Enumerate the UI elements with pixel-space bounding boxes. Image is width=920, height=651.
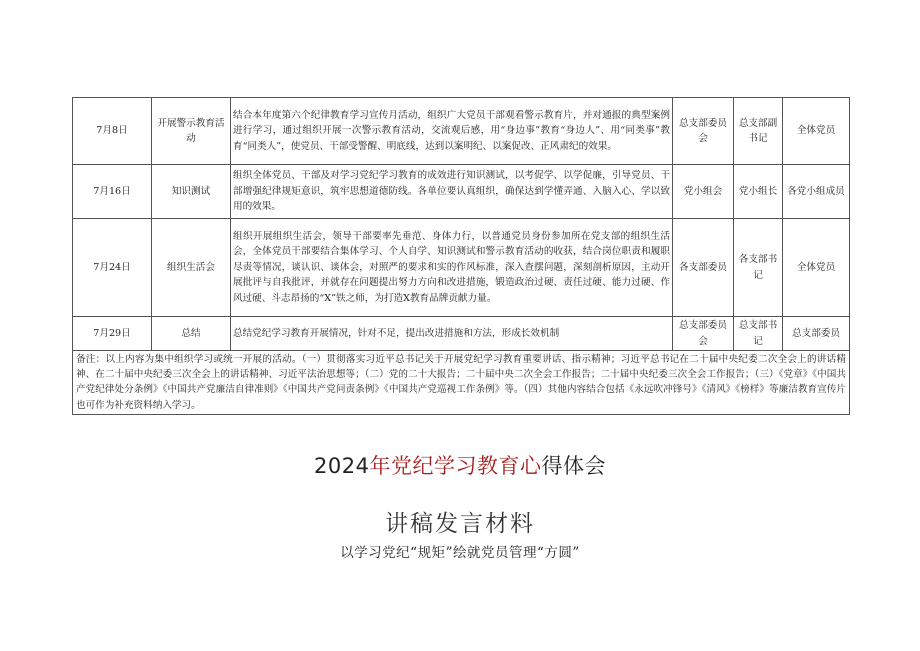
schedule-table — [72, 97, 850, 415]
title-year: 2024 — [314, 454, 370, 478]
document-tagline: 以学习党纪“规矩”绘就党员管理“方圆” — [340, 545, 580, 561]
row-date: 7月8日 — [73, 98, 152, 165]
row-date: 7月24日 — [73, 219, 152, 317]
row-responsible: 总支部副书记 — [734, 98, 783, 165]
row-responsible: 各支部书记 — [734, 219, 783, 317]
table-row — [73, 219, 850, 317]
row-lead: 总支部委员会 — [673, 98, 734, 165]
row-content: 结合本年度第六个纪律教育学习宣传月活动，组织广大党员干部观看警示教育片，并对通报的典型案例进行学习，通过组织开展一次警示教育活动，交流观后感，用“身边事”教育“身边人”、用“同类事”教育“同类人”，使党员、干部受警醒、明底线，达到以案明纪、以案促改、正风肃纪的效果。 — [231, 98, 673, 165]
title-black-part: 得体会 — [541, 454, 606, 478]
title-red-part: 年党纪学习教育心 — [369, 454, 542, 478]
table-note: 备注：以上内容为集中组织学习或统一开展的活动。（一）贯彻落实习近平总书记关于开展党纪学习教育重要讲话、指示精神；习近平总书记在二十届中央纪委二次全会上的讲话精神、在二十届中央纪委三次全会上的讲话精神、习近平法治思想等；（二）党的二十大报告；二十届中央二次全会工作报告；二十届中央纪委三次全会工作报告；（三）《党章》《中国共产党纪律处分条例》《中国共产党廉洁自律准则》《中国共产党问责条例》《中国共产党巡视工作条例》等。（四）其他内容结合包括《永远吹冲锋号》《清风》《榜样》等廉洁教育宣传片也可作为补充资料纳入学习。 — [73, 351, 850, 415]
row-content: 组织全体党员、干部及对学习党纪学习教育的成效进行知识测试，以考促学、以学促廉，引导党员、干部增强纪律规矩意识，筑牢思想道德防线。各单位要认真组织，确保达到学懂弄通、入脑入心、学以致用的效果。 — [231, 165, 673, 219]
row-lead: 总支部委员会 — [673, 317, 734, 351]
row-date: 7月16日 — [73, 165, 152, 219]
row-lead: 各支部委员 — [673, 219, 734, 317]
note-row — [73, 351, 850, 415]
row-responsible: 总支部书记 — [734, 317, 783, 351]
row-participants: 全体党员 — [783, 219, 850, 317]
row-content: 组织开展组织生活会，领导干部要率先垂范、身体力行，以普通党员身份参加所在党支部的组织生活会，全体党员干部要结合集体学习、个人自学、知识测试和警示教育活动的收获，结合岗位职责和履职尽责等情况，谈认识、谈体会，对照严的要求和实的作风标准，深入查摆问题，深刻剖析原因，主动开展批评与自我批评，并就存在问题提出努力方向和改进措施，锻造政治过硬、责任过硬、能力过硬、作风过硬、斗志昂扬的“X”铁之师，为打造X教育品牌贡献力量。 — [231, 219, 673, 317]
table-row — [73, 317, 850, 351]
row-date: 7月29日 — [73, 317, 152, 351]
row-activity: 开展警示教育活动 — [152, 98, 231, 165]
row-activity: 组织生活会 — [152, 219, 231, 317]
table-row — [73, 98, 850, 165]
row-activity: 知识测试 — [152, 165, 231, 219]
row-responsible: 党小组长 — [734, 165, 783, 219]
row-lead: 党小组会 — [673, 165, 734, 219]
table-row — [73, 165, 850, 219]
row-participants: 总支部委员 — [783, 317, 850, 351]
row-activity: 总结 — [152, 317, 231, 351]
row-participants: 各党小组成员 — [783, 165, 850, 219]
row-content: 总结党纪学习教育开展情况，针对不足，提出改进措施和方法，形成长效机制 — [231, 317, 673, 351]
row-participants: 全体党员 — [783, 98, 850, 165]
document-title — [0, 450, 920, 480]
document-subtitle: 讲稿发言材料 — [385, 511, 535, 537]
